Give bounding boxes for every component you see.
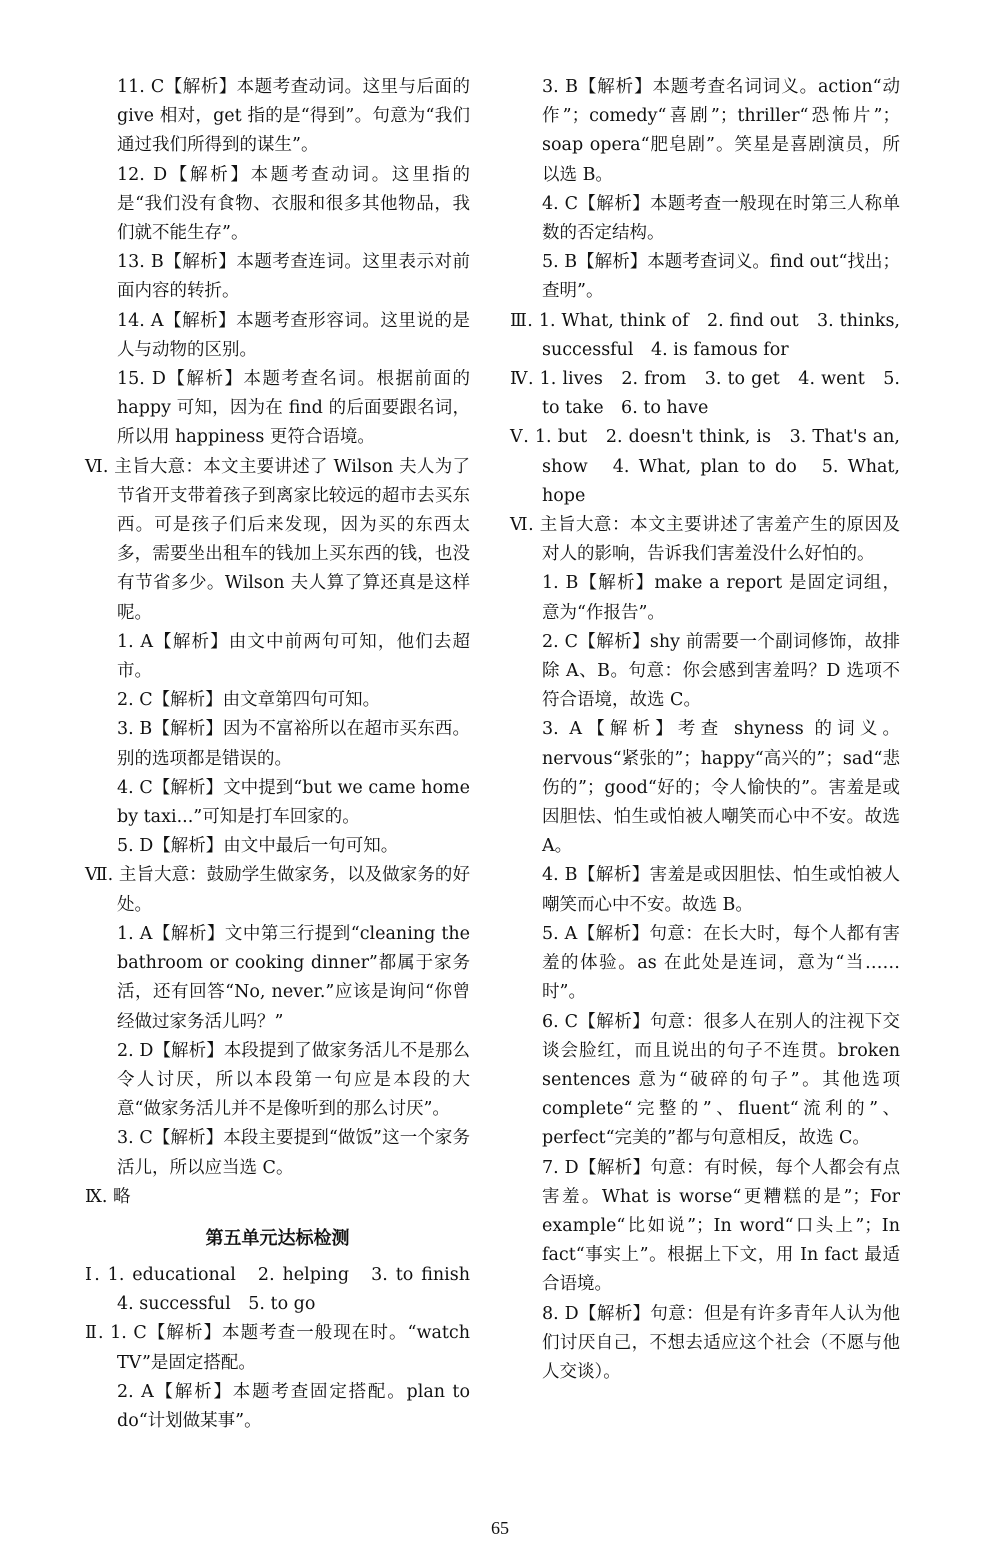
page-number: 65 <box>491 1518 509 1538</box>
right-answer-paragraph: 3. B【解析】本题考查名词词义。action“动作”；comedy“喜剧”；thriller“恐怖片”；soap opera“肥皂剧”。笑星是喜剧演员，所以选 B。 <box>542 77 900 185</box>
left-answer-paragraph: 15. D【解析】本题考查名词。根据前面的 happy 可知，因为在 find 的后面要跟名词，所以用 happiness 更符合语境。 <box>117 369 470 448</box>
left-answer-paragraph: 2. D【解析】本段提到了做家务活儿不是那么令人讨厌，所以本段第一句应是本段的大意“做家务活儿并不是像听到的那么讨厌”。 <box>117 1040 470 1120</box>
left-answer-paragraph: 3. C【解析】本段主要提到“做饭”这一个家务活儿，所以应当选 C。 <box>117 1128 470 1178</box>
left-answer-paragraph: 2. C【解析】由文章第四句可知。 <box>117 690 381 711</box>
right-answer-paragraph: 2. C【解析】shy 前需要一个副词修饰，故排除 A、B。句意：你会感到害羞吗？D 选项不符合语境，故选 C。 <box>542 631 900 711</box>
left-section-paragraph: Ⅵ. 主旨大意：本文主要讲述了 Wilson 夫人为了节省开支带着孩子到离家比较远的超市去买东西。可是孩子们后来发现，因为买的东西太多，需要坐出租车的钱加上买东西的钱，也没有节省多少。Wilson 夫人算了算还真是这样呢。 <box>85 456 470 623</box>
right-answer-paragraph: 7. D【解析】句意：有时候，每个人都会有点害羞。What is worse“更糟糕的是”；For example“比如说”；In word“口头上”；In fact“事实上”。根据上下文，用 In fact 最适合语境。 <box>542 1157 900 1295</box>
left-section-paragraph: Ⅰ. 1. educational 2. helping 3. to finish 4. successful 5. to go <box>85 1264 488 1315</box>
right-section-paragraph: Ⅵ. 主旨大意：本文主要讲述了害羞产生的原因及对人的影响，告诉我们害羞没什么好怕的。 <box>510 515 900 565</box>
left-section-paragraph: Ⅸ. 略 <box>85 1186 131 1207</box>
right-answer-paragraph: 3. A【解析】考查 shyness 的词义。nervous“紧张的”；happy“高兴的”；sad“悲伤的”；good“好的；令人愉快的”。害羞是或因胆怯、怕生或怕被人嘲笑而心中不安。故选 A。 <box>542 719 900 857</box>
left-answer-paragraph: 12. D【解析】本题考查动词。这里指的是“我们没有食物、衣服和很多其他物品，我们就不能生存”。 <box>117 164 470 244</box>
left-answer-paragraph: 2. A【解析】本题考查固定搭配。plan to do“计划做某事”。 <box>117 1381 470 1431</box>
right-answer-paragraph: 5. B【解析】本题考查词义。find out“找出；查明”。 <box>542 252 900 302</box>
left-answer-paragraph: 3. B【解析】因为不富裕所以在超市买东西。别的选项都是错误的。 <box>117 719 470 769</box>
right-answer-paragraph: 5. A【解析】句意：在长大时，每个人都有害羞的体验。as 在此处是连词，意为“当……时”。 <box>542 923 900 1003</box>
right-answer-paragraph: 4. C【解析】本题考查一般现在时第三人称单数的否定结构。 <box>542 193 900 244</box>
left-answer-paragraph: 1. A【解析】文中第三行提到“cleaning the bathroom or cooking dinner”都属于家务活，还有回答“No, never.”应该是询问“你曾经做过家务活儿吗？” <box>117 923 470 1032</box>
section-heading: 第五单元达标检测 <box>205 1227 350 1249</box>
right-section-paragraph: Ⅳ. 1. lives 2. from 3. to get 4. went 5. to take 6. to have <box>510 369 900 419</box>
left-section-paragraph: Ⅶ. 主旨大意：鼓励学生做家务，以及做家务的好处。 <box>85 865 470 915</box>
left-answer-paragraph: 13. B【解析】本题考查连词。这里表示对前面内容的转折。 <box>117 252 470 302</box>
right-answer-paragraph: 4. B【解析】害羞是或因胆怯、怕生或怕被人嘲笑而心中不安。故选 B。 <box>542 865 900 915</box>
left-answer-paragraph: 14. A【解析】本题考查形容词。这里说的是人与动物的区别。 <box>117 310 470 360</box>
left-answer-paragraph: 5. D【解析】由文中最后一句可知。 <box>117 836 399 857</box>
right-answer-paragraph: 1. B【解析】make a report 是固定词组，意为“作报告”。 <box>542 573 900 623</box>
left-section-paragraph: Ⅱ. 1. C【解析】本题考查一般现在时。“watch TV”是固定搭配。 <box>85 1323 470 1373</box>
right-column <box>510 73 900 1387</box>
right-answer-paragraph: 8. D【解析】句意：但是有许多青年人认为他们讨厌自己，不想去适应这个社会（不愿与他人交谈）。 <box>542 1303 900 1382</box>
left-answer-paragraph: 4. C【解析】文中提到“but we came home by taxi...”可知是打车回家的。 <box>117 777 470 828</box>
left-answer-paragraph: 1. A【解析】由文中前两句可知，他们去超市。 <box>117 631 470 682</box>
left-column <box>85 73 488 1436</box>
right-section-paragraph: Ⅲ. 1. What, think of 2. find out 3. thinks, successful 4. is famous for <box>510 310 900 360</box>
right-answer-paragraph: 6. C【解析】句意：很多人在别人的注视下交谈会脸红，而且说出的句子不连贯。broken sentences 意为“破碎的句子”。其他选项 complete“完整的”、fluent“流利的”、perfect“完美的”都与句意相反，故选 C。 <box>542 1011 900 1149</box>
left-answer-paragraph: 11. C【解析】本题考查动词。这里与后面的 give 相对，get 指的是“得到”。句意为“我们通过我们所得到的谋生”。 <box>117 77 470 156</box>
right-section-paragraph: Ⅴ. 1. but 2. doesn't think, is 3. That's an, show 4. What, plan to do 5. What, hope <box>510 427 900 506</box>
